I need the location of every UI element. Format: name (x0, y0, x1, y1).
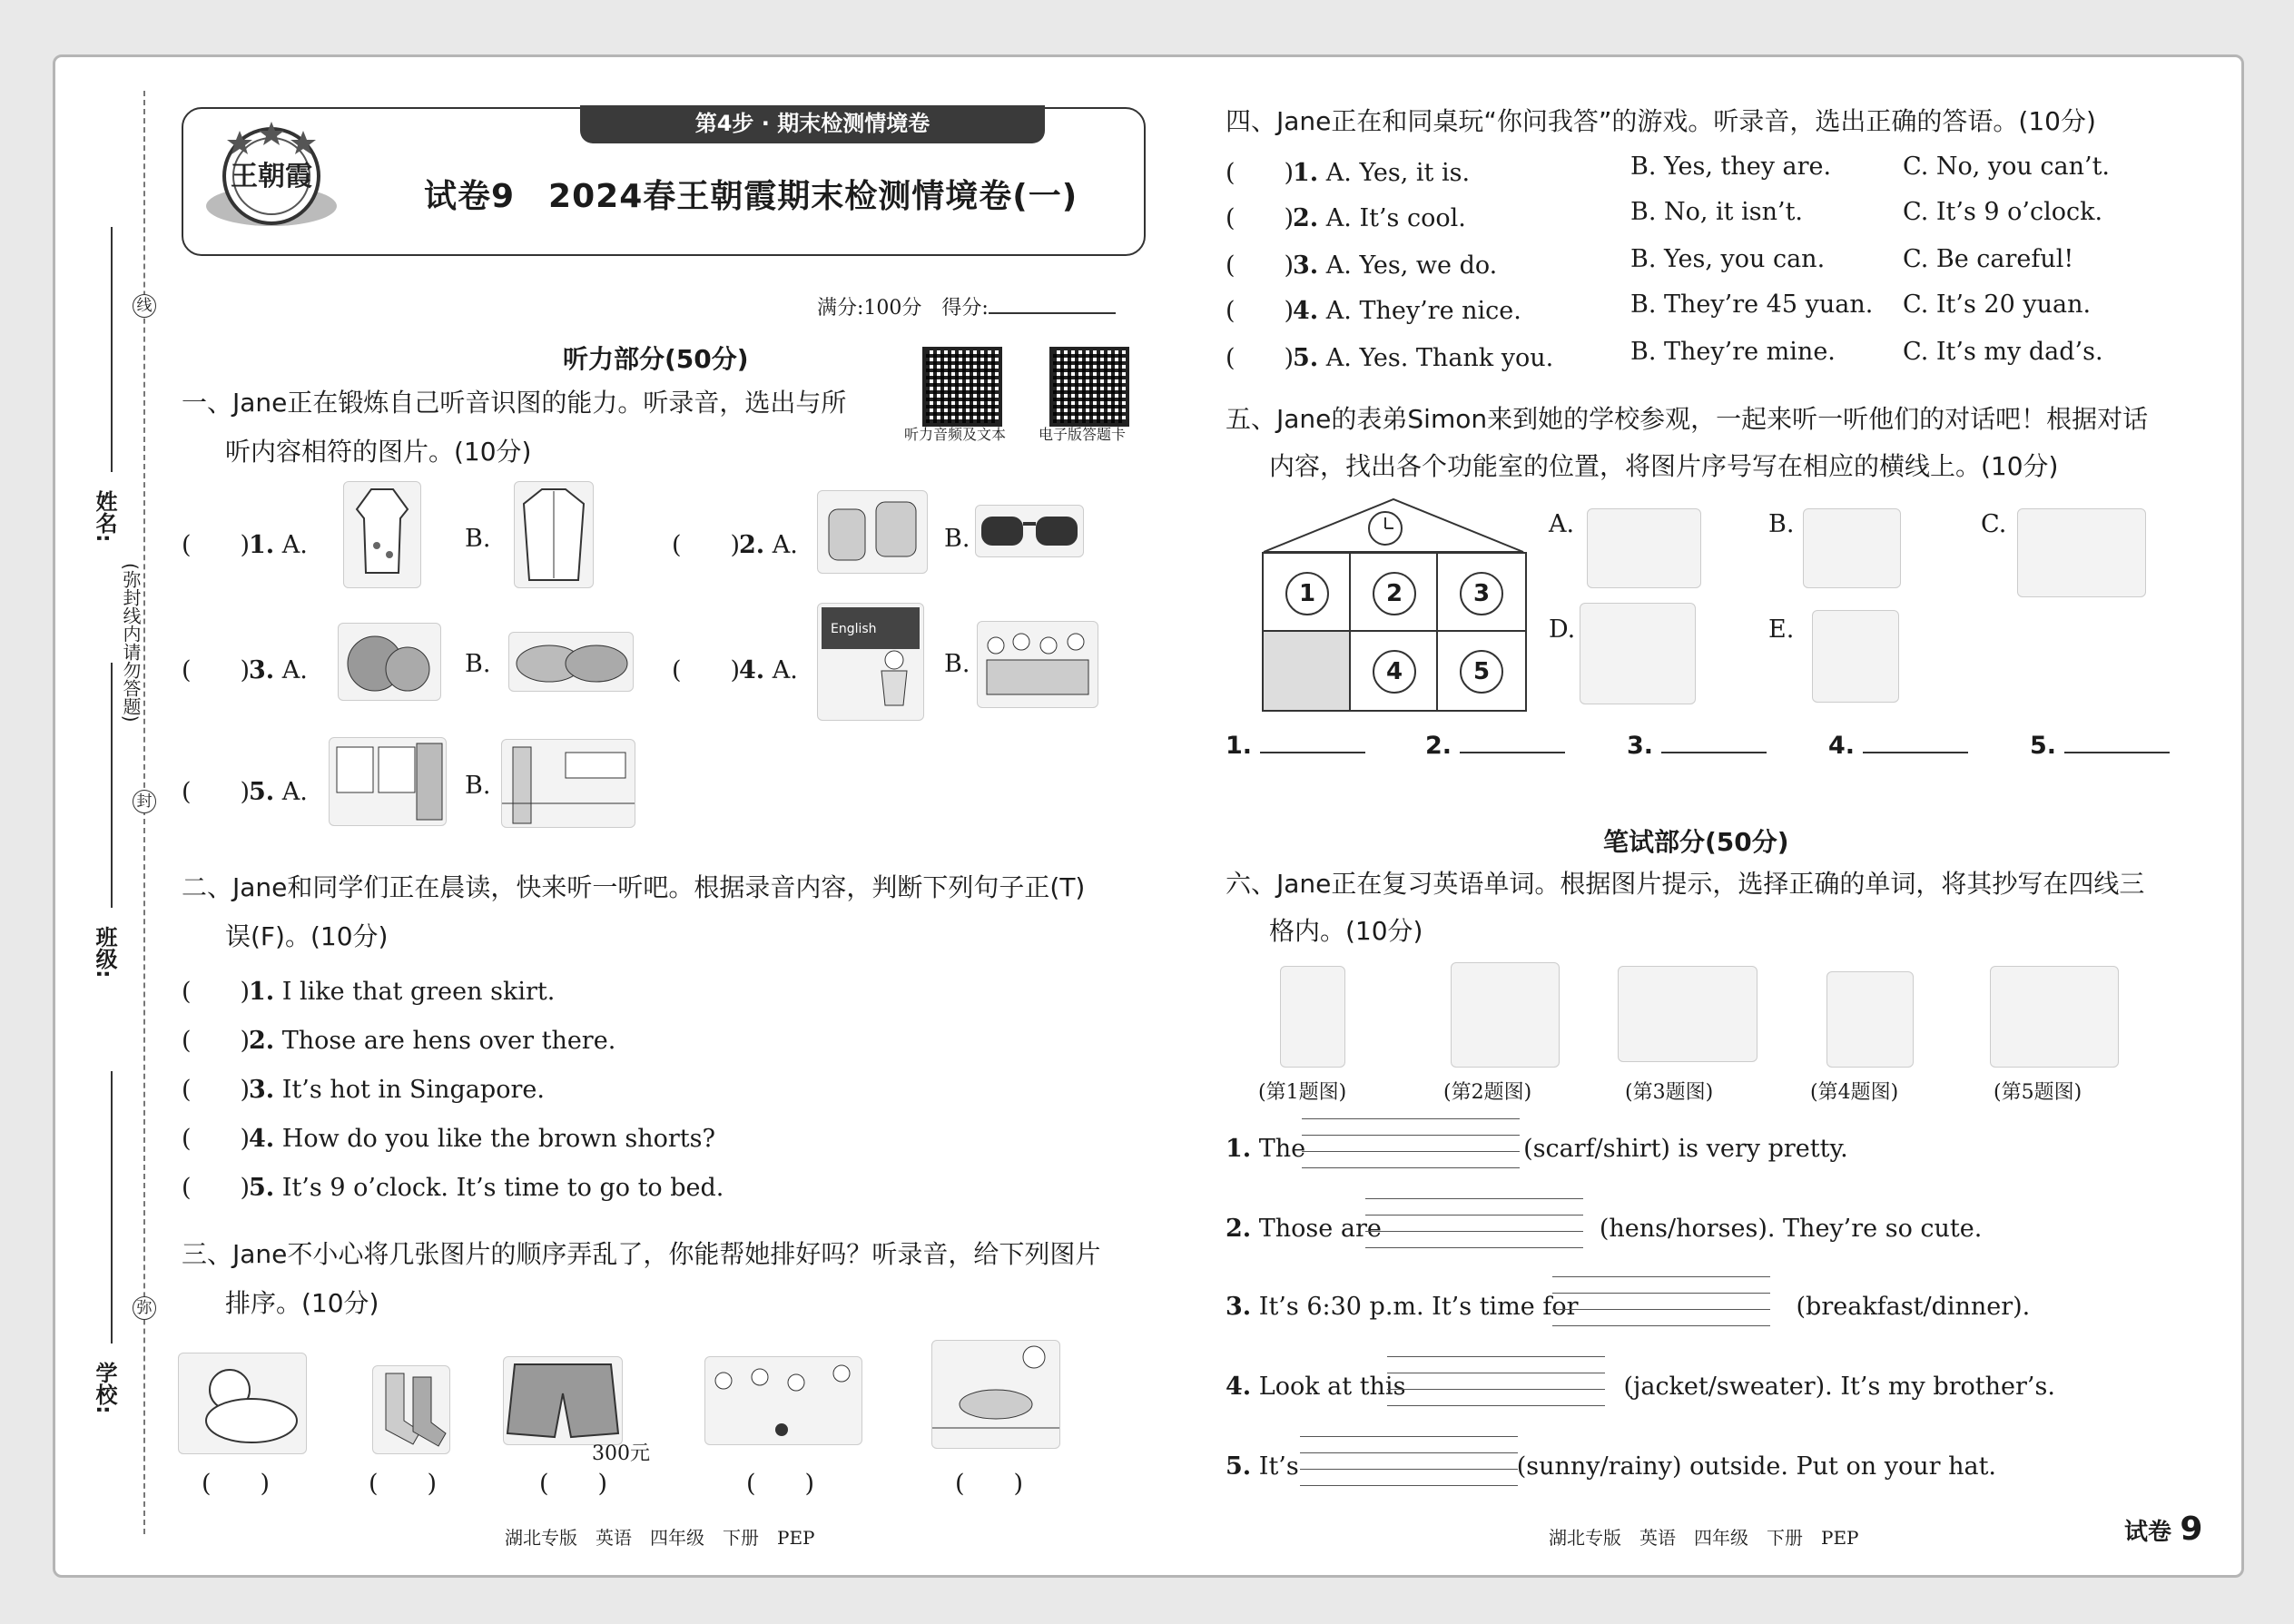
art-room-option-picture (1803, 508, 1901, 588)
answer-paren[interactable]: ( ) (182, 978, 251, 1006)
s1-q2 (672, 525, 798, 560)
sentence-post: It’s my brother’s. (1840, 1373, 2055, 1401)
q-num: 1. (249, 531, 275, 559)
class-label: 班级: (92, 926, 117, 979)
score-blank[interactable] (989, 312, 1116, 314)
answer-card-qr-code[interactable] (1049, 347, 1129, 427)
q-num: 1. (1226, 1135, 1252, 1163)
name-blank[interactable] (111, 227, 113, 472)
s6-q2 (1226, 1215, 1982, 1243)
s6-caption-1: (第1题图) (1258, 1081, 1347, 1104)
audio-qr-code[interactable] (922, 347, 1002, 427)
s5-answer-1 (1226, 732, 1365, 760)
score-label: 满分:100分 得分: (817, 297, 989, 320)
seal-note: (弥封线内请勿答题) (120, 563, 142, 723)
s1-q3 (182, 650, 308, 685)
s5-option-b: B. (1768, 510, 1795, 538)
q-num: 1. (1293, 159, 1319, 187)
answer-paren[interactable]: ( ) (1226, 204, 1295, 232)
s3-paren-1[interactable]: ( ) (202, 1470, 271, 1498)
s2-title-line2: 误(F)。(10分) (225, 921, 389, 951)
sentence-pre: It’s (1258, 1452, 1299, 1481)
shirt-picture (514, 481, 594, 588)
room-number: 4 (1373, 650, 1416, 694)
sentence-pre: Those are (1258, 1215, 1382, 1243)
option-a: A. Yes, it is. (1325, 159, 1471, 187)
english-board-text: English (831, 622, 877, 636)
sunny-picture (1990, 966, 2119, 1068)
s6-title-line1: 六、Jane正在复习英语单词。根据图片提示，选择正确的单词，将其抄写在四线三 (1226, 869, 2145, 899)
classroom (1262, 630, 1353, 712)
class-blank[interactable] (111, 663, 113, 908)
cloudy-sun-picture (178, 1353, 307, 1454)
sentence-post: They’re so cute. (1783, 1215, 1983, 1243)
s5-option-e: E. (1768, 615, 1795, 644)
answer-num: 3. (1627, 732, 1654, 760)
footer-left: 湖北专版 英语 四年级 下册 PEP (505, 1527, 815, 1549)
computer-room-picture (1587, 508, 1701, 588)
line-mark: 线 (133, 294, 156, 318)
s3-paren-4[interactable]: ( ) (746, 1470, 815, 1498)
room-number: 2 (1373, 572, 1416, 615)
option-a: A. (772, 656, 798, 684)
s2-title-line1: 二、Jane和同学们正在晨读，快来听一听吧。根据录音内容，判断下列句子正(T) (182, 872, 1086, 902)
page-num: 9 (2180, 1511, 2203, 1548)
s1-title-line2: 听内容相符的图片。(10分) (225, 437, 532, 467)
school-label: 学校: (92, 1362, 117, 1414)
answer-num: 4. (1828, 732, 1856, 760)
q-num: 3. (249, 656, 275, 684)
option-a: A. (281, 778, 308, 806)
four-line-grid-4[interactable] (1387, 1356, 1605, 1407)
four-line-grid-2[interactable] (1365, 1198, 1583, 1249)
scarf-picture (1280, 966, 1345, 1068)
word-choice: (hens/horses). (1599, 1215, 1776, 1243)
school-building (1262, 496, 1525, 714)
q-num: 2. (1226, 1215, 1252, 1243)
paper-title: 试卷9 2024春王朝霞期末检测情境卷(一) (424, 178, 1078, 215)
tomatoes-picture (338, 623, 441, 701)
option-a: A. They’re nice. (1325, 297, 1521, 325)
listening-heading: 听力部分(50分) (563, 344, 749, 374)
sentence-post: outside. Put on your hat. (1689, 1452, 1997, 1481)
logo (203, 120, 340, 238)
s5-option-d: D. (1549, 615, 1576, 644)
s6-q4 (1226, 1373, 2055, 1401)
option-a: A. Yes, we do. (1325, 251, 1498, 280)
s5-title-line1: 五、Jane的表弟Simon来到她的学校参观，一起来听一听他们的对话吧！根据对话 (1226, 404, 2149, 434)
s6-title-line2: 格内。(10分) (1269, 916, 1423, 946)
q-num: 5. (1226, 1452, 1252, 1481)
q-num: 2. (1293, 204, 1319, 232)
mi-mark: 弥 (133, 1296, 156, 1320)
s2-q4 (182, 1118, 715, 1154)
students-picture (977, 621, 1098, 708)
s4-q4-c: C. It’s 20 yuan. (1903, 290, 2092, 319)
q-num: 5. (1293, 344, 1319, 372)
answer-paren[interactable]: ( ) (672, 656, 741, 684)
answer-card-qr-caption: 电子版答题卡 (1039, 426, 1127, 443)
shorts-picture (503, 1356, 623, 1445)
s4-q1-b: B. Yes, they are. (1630, 153, 1832, 181)
name-label: 姓名: (92, 490, 117, 543)
s3-title-line1: 三、Jane不小心将几张图片的顺序弄乱了，你能帮她排好吗？听录音，给下列图片 (182, 1239, 1101, 1269)
s6-caption-4: (第4题图) (1810, 1081, 1899, 1104)
four-line-grid-5[interactable] (1300, 1436, 1518, 1487)
s4-q4 (1226, 290, 1521, 326)
s1-q2-b: B. (944, 525, 970, 553)
dinner-picture (1618, 966, 1757, 1062)
answer-paren[interactable]: ( ) (182, 656, 251, 684)
score-line (817, 292, 1116, 320)
room-2 (1349, 552, 1440, 634)
answer-num: 2. (1425, 732, 1452, 760)
teachers-office-picture (1812, 610, 1899, 703)
s4-q5-b: B. They’re mine. (1630, 338, 1836, 366)
horses-picture (1451, 962, 1560, 1068)
q-num: 4. (1293, 297, 1319, 325)
sentence-pre: The (1258, 1135, 1306, 1163)
statement: How do you like the brown shorts? (281, 1125, 715, 1153)
statement: It’s 9 o’clock. It’s time to go to bed. (281, 1174, 724, 1202)
s4-q3-b: B. Yes, you can. (1630, 245, 1826, 273)
word-choice: (breakfast/dinner). (1796, 1293, 2031, 1321)
answer-blank[interactable] (2064, 752, 2170, 753)
s2-q2 (182, 1020, 615, 1056)
option-a: A. It’s cool. (1325, 204, 1466, 232)
room-5 (1436, 630, 1527, 712)
answer-blank[interactable] (1661, 752, 1767, 753)
s2-q3 (182, 1069, 545, 1105)
gloves-picture (817, 490, 928, 574)
cows-farm-picture (931, 1340, 1060, 1449)
s4-q1-c: C. No, you can’t. (1903, 153, 2111, 181)
s6-caption-5: (第5题图) (1994, 1081, 2082, 1104)
dress-picture (343, 481, 421, 588)
children-playing-picture (704, 1356, 862, 1445)
s5-answer-2 (1425, 732, 1565, 760)
four-line-grid-1[interactable] (1302, 1118, 1520, 1169)
s4-q2-c: C. It’s 9 o’clock. (1903, 198, 2103, 226)
q-num: 5. (249, 778, 275, 806)
sentence-post: is very pretty. (1678, 1135, 1848, 1163)
q-num: 5. (249, 1174, 275, 1202)
s1-q5-b: B. (465, 772, 491, 800)
audio-qr-caption: 听力音频及文本 (904, 426, 1007, 443)
answer-num: 1. (1226, 732, 1253, 760)
s6-caption-2: (第2题图) (1443, 1081, 1532, 1104)
page-number (2124, 1511, 2202, 1548)
sunglasses-picture (975, 505, 1084, 557)
s5-option-c: C. (1981, 510, 2007, 538)
s5-answer-3 (1627, 732, 1767, 760)
s3-paren-2[interactable]: ( ) (369, 1470, 438, 1498)
answer-paren[interactable]: ( ) (182, 1027, 251, 1055)
option-a: A. (281, 531, 308, 559)
word-choice: (jacket/sweater). (1623, 1373, 1833, 1401)
answer-paren[interactable]: ( ) (182, 531, 251, 559)
statement: Those are hens over there. (281, 1027, 616, 1055)
s4-q1 (1226, 153, 1470, 188)
s6-caption-3: (第3题图) (1625, 1081, 1714, 1104)
s1-q1-b: B. (465, 525, 491, 553)
statement: I like that green skirt. (281, 978, 556, 1006)
page-label: 试卷 (2124, 1519, 2172, 1546)
s5-answer-4 (1828, 732, 1968, 760)
s1-q4-b: B. (944, 650, 970, 678)
teacher-picture (817, 603, 924, 721)
answer-num: 5. (2030, 732, 2057, 760)
s2-q5 (182, 1167, 724, 1203)
s3-paren-3[interactable]: ( ) (539, 1470, 608, 1498)
s4-title: 四、Jane正在和同桌玩“你问我答”的游戏。听录音，选出正确的答语。(10分) (1226, 106, 2096, 136)
sentence-pre: It’s 6:30 p.m. It’s time for (1258, 1293, 1579, 1321)
s1-q5 (182, 772, 308, 807)
s4-q3-c: C. Be careful! (1903, 245, 2074, 273)
answer-blank[interactable] (1460, 752, 1565, 753)
s3-title-line2: 排序。(10分) (225, 1288, 379, 1318)
music-room-picture (1580, 603, 1696, 704)
s4-q5 (1226, 338, 1553, 373)
s3-paren-5[interactable]: ( ) (955, 1470, 1024, 1498)
s2-q1 (182, 971, 555, 1007)
room-4 (1349, 630, 1440, 712)
price-label: 300元 (592, 1442, 650, 1465)
four-line-grid-3[interactable] (1552, 1276, 1770, 1327)
q-num: 3. (1293, 251, 1319, 280)
option-a: A. Yes. Thank you. (1325, 344, 1554, 372)
statement: It’s hot in Singapore. (281, 1076, 545, 1104)
answer-paren[interactable]: ( ) (182, 778, 251, 806)
q-num: 1. (249, 978, 275, 1006)
s4-q3 (1226, 245, 1497, 281)
room-1 (1262, 552, 1353, 634)
title-box (182, 107, 1146, 256)
school-blank[interactable] (111, 1071, 113, 1343)
q-num: 4. (249, 1125, 275, 1153)
q-num: 4. (1226, 1373, 1252, 1401)
answer-paren[interactable]: ( ) (1226, 344, 1295, 372)
sentence-pre: Look at this (1258, 1373, 1406, 1401)
answer-paren[interactable]: ( ) (1226, 159, 1295, 187)
svg-text:王朝霞: 王朝霞 (231, 161, 312, 192)
potatoes-picture (508, 632, 634, 692)
option-a: A. (281, 656, 308, 684)
art-room-picture (329, 737, 447, 826)
answer-paren[interactable]: ( ) (182, 1125, 251, 1153)
room-number: 3 (1460, 572, 1503, 615)
s4-q4-b: B. They’re 45 yuan. (1630, 290, 1874, 319)
answer-paren[interactable]: ( ) (182, 1174, 251, 1202)
library-picture (2017, 508, 2146, 597)
step-tab: 第4步 · 期末检测情境卷 (580, 105, 1045, 143)
s1-q1 (182, 525, 308, 560)
answer-paren[interactable]: ( ) (1226, 297, 1295, 325)
room-picture (501, 739, 635, 828)
q-num: 4. (739, 656, 765, 684)
answer-paren[interactable]: ( ) (672, 531, 741, 559)
room-3 (1436, 552, 1527, 634)
footer-right: 湖北专版 英语 四年级 下册 PEP (1549, 1527, 1859, 1549)
room-number: 1 (1285, 572, 1329, 615)
s1-title-line1: 一、Jane正在锻炼自己听音识图的能力。听录音，选出与所 (182, 388, 847, 418)
s1-q4 (672, 650, 798, 685)
seal-mark: 封 (133, 790, 156, 813)
q-num: 2. (249, 1027, 275, 1055)
word-choice: (sunny/rainy) (1516, 1452, 1682, 1481)
s4-q2 (1226, 198, 1466, 233)
option-a: A. (772, 531, 798, 559)
socks-picture (372, 1365, 450, 1454)
s4-q5-c: C. It’s my dad’s. (1903, 338, 2103, 366)
s5-option-a: A. (1549, 510, 1575, 538)
q-num: 2. (739, 531, 765, 559)
answer-blank[interactable] (1260, 752, 1365, 753)
answer-paren[interactable]: ( ) (1226, 251, 1295, 280)
answer-blank[interactable] (1863, 752, 1968, 753)
room-number: 5 (1460, 650, 1503, 694)
s5-answer-5 (2030, 732, 2170, 760)
q-num: 3. (1226, 1293, 1252, 1321)
word-choice: (scarf/shirt) (1523, 1135, 1670, 1163)
q-num: 3. (249, 1076, 275, 1104)
writing-heading: 笔试部分(50分) (1603, 827, 1789, 857)
answer-paren[interactable]: ( ) (182, 1076, 251, 1104)
jacket-picture (1826, 971, 1914, 1068)
s1-q3-b: B. (465, 650, 491, 678)
s4-q2-b: B. No, it isn’t. (1630, 198, 1804, 226)
s5-title-line2: 内容，找出各个功能室的位置，将图片序号写在相应的横线上。(10分) (1269, 451, 2059, 481)
